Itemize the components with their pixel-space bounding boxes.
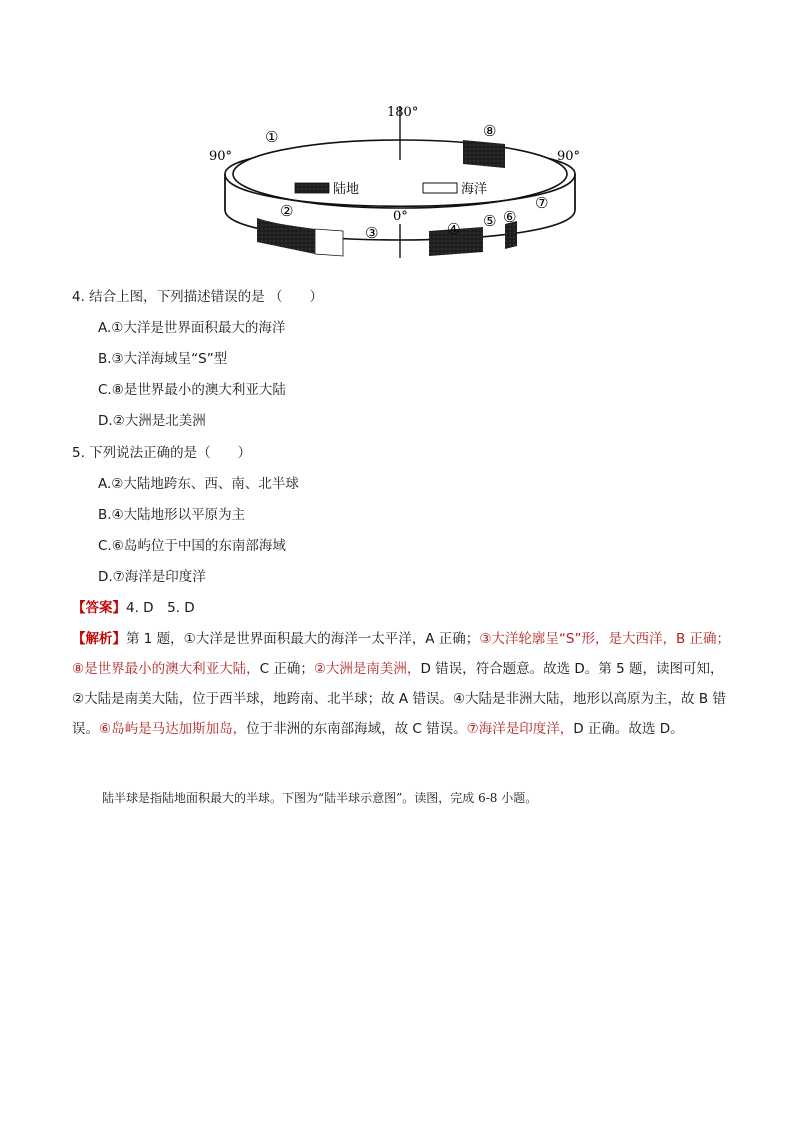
marker-2: ② [280,202,294,220]
intro-6-8: 陆半球是指陆地面积最大的半球。下图为“陆半球示意图”。读图，完成 6-8 小题。 [102,791,538,805]
q5-option-b: B.④大陆地形以平原为主 [98,507,246,523]
label-90-right: 90° [557,149,581,164]
analysis-seg-6: ⑥岛屿是马达加斯加岛， [99,721,247,737]
q5-option-d: D.⑦海洋是印度洋 [98,569,206,585]
marker-8: ⑧ [483,122,497,140]
analysis-label: 【解析】 [72,631,126,647]
q5-option-a: A.②大陆地跨东、西、南、北半球 [98,476,299,492]
q4-option-d: D.②大洲是北美洲 [98,413,206,429]
answer-line [72,598,195,618]
marker-7: ⑦ [535,194,549,212]
legend-land-label: 陆地 [333,182,360,197]
land-block-8 [463,140,505,168]
answer-label: 【答案】 [72,600,126,616]
q4-option-a: A.①大洋是世界面积最大的海洋 [98,320,286,336]
analysis-seg-7: 位于非洲的东南部海域，故 C 错误。 [246,721,467,737]
legend-ocean-swatch [423,183,457,193]
ring-diagram [205,92,595,282]
analysis-seg-9: D 正确。故选 D。 [573,721,684,737]
analysis-seg-8: ⑦海洋是印度洋， [466,721,574,737]
q4-option-c: C.⑧是世界最小的澳大利亚大陆 [98,382,286,398]
label-180: 180° [387,105,419,120]
analysis-seg-4: ②大洲是南美洲， [313,661,421,677]
analysis-seg-2: ③大洋轮廓呈“S”形，是大西洋，B 正确；⑧是世界最小的澳大利亚大陆， [72,631,731,677]
marker-3: ③ [365,224,379,242]
marker-4: ④ [447,220,461,238]
analysis-paragraph [72,624,732,744]
analysis-seg-1: 第 1 题，①大洋是世界面积最大的海洋一太平洋，A 正确； [126,631,480,647]
question-5-stem: 5. 下列说法正确的是（ ） [72,445,252,461]
question-4-stem: 4. 结合上图，下列描述错误的是 （ ） [72,289,323,305]
label-0: 0° [393,209,408,224]
marker-6: ⑥ [503,208,517,226]
legend-ocean-label: 海洋 [461,182,488,197]
land-ocean-ring-figure [205,92,595,282]
marker-5: ⑤ [483,212,497,230]
label-90-left: 90° [209,149,233,164]
legend-land-swatch [295,183,329,193]
land-block-2b [315,229,343,256]
marker-1: ① [265,128,279,146]
answer-text: 4. D 5. D [126,600,195,616]
q5-option-c: C.⑥岛屿位于中国的东南部海域 [98,538,286,554]
analysis-seg-5: D 错误，符合题意。故选 D。第 5 题，读图可知，②大陆是南美大陆，位于西半球，地跨南、北半球；故 A 错误。④大陆是非洲大陆，地形以高原为主，故 B 错误。 [72,661,726,737]
analysis-seg-3: C 正确； [259,661,314,677]
q4-option-b: B.③大洋海域呈“S”型 [98,351,228,367]
